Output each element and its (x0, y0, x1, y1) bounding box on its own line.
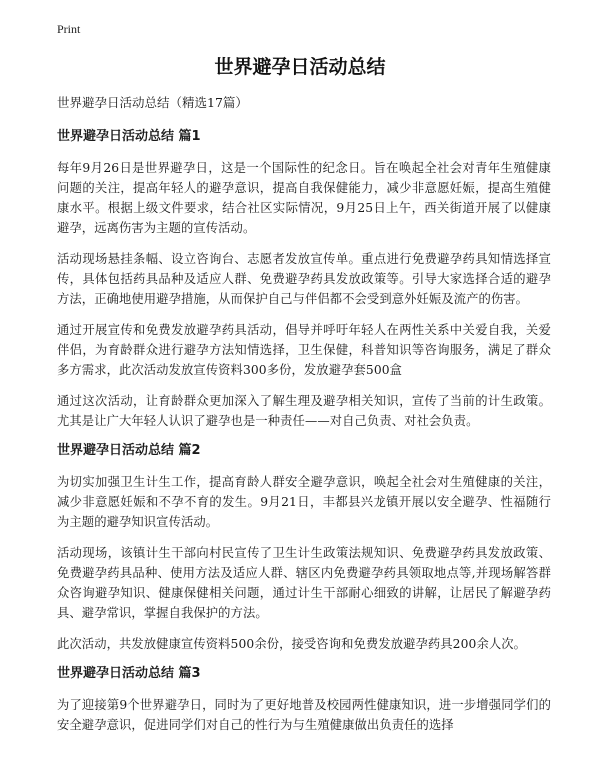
paragraph: 为切实加强卫生计生工作，提高育龄人群安全避孕意识，唤起全社会对生殖健康的关注，减少非意愿妊娠和不孕不育的发生。9月21日，丰都县兴龙镇开展以安全避孕、性福随行为主题的避孕知识宣传活动。 (57, 475, 551, 529)
page-title: 世界避孕日活动总结 (214, 56, 386, 78)
print-link[interactable]: Print (57, 22, 81, 36)
section-heading: 世界避孕日活动总结 篇2 (57, 443, 201, 458)
paragraph: 通过开展宣传和免费发放避孕药具活动，倡导并呼吁年轻人在两性关系中关爱自我，关爱伴侣，为育龄群众进行避孕方法知情选择，卫生保健，科普知识等咨询服务，满足了群众多方需求，此次活动发放宣传资料300多份，发放避孕套500盒 (57, 323, 551, 377)
document-body (57, 94, 551, 746)
paragraph: 通过这次活动，让育龄群众更加深入了解生理及避孕相关知识，宣传了当前的计生政策。尤其是让广大年轻人认识了避孕也是一种责任——对自己负责、对社会负责。 (57, 394, 551, 428)
section-3 (57, 665, 551, 735)
paragraph: 此次活动，共发放健康宣传资料500余份，接受咨询和免费发放避孕药具200余人次。 (57, 637, 527, 651)
section-1 (57, 128, 551, 431)
paragraph: 活动现场，该镇计生干部向村民宣传了卫生计生政策法规知识、免费避孕药具发放政策、免费避孕药具品种、使用方法及适应人群、辖区内免费避孕药具领取地点等,并现场解答群众咨询避孕知识、健康保健相关问题，通过计生干部耐心细致的讲解，让居民了解避孕药具、避孕常识，掌握自我保护的方法。 (57, 546, 551, 620)
section-heading: 世界避孕日活动总结 篇1 (57, 129, 201, 144)
paragraph: 每年9月26日是世界避孕日，这是一个国际性的纪念日。旨在唤起全社会对青年生殖健康问题的关注，提高年轻人的避孕意识，提高自我保健能力，减少非意愿妊娠，提高生殖健康水平。根据上级文件要求，结合社区实际情况，9月25日上午，西关街道开展了以健康避孕，远离伤害为主题的宣传活动。 (57, 161, 551, 235)
section-heading: 世界避孕日活动总结 篇3 (57, 666, 201, 681)
document-subtitle: 世界避孕日活动总结（精选17篇） (57, 95, 248, 110)
section-2 (57, 442, 551, 654)
paragraph: 为了迎接第9个世界避孕日，同时为了更好地普及校园两性健康知识，进一步增强同学们的安全避孕意识，促进同学们对自己的性行为与生殖健康做出负责任的选择 (57, 698, 551, 732)
paragraph: 活动现场悬挂条幅、设立咨询台、志愿者发放宣传单。重点进行免费避孕药具知情选择宣传，具体包括药具品种及适应人群、免费避孕药具发放政策等。引导大家选择合适的避孕方法，正确地使用避孕措施，从而保护自己与伴侣都不会受到意外妊娠及流产的伤害。 (57, 252, 551, 306)
